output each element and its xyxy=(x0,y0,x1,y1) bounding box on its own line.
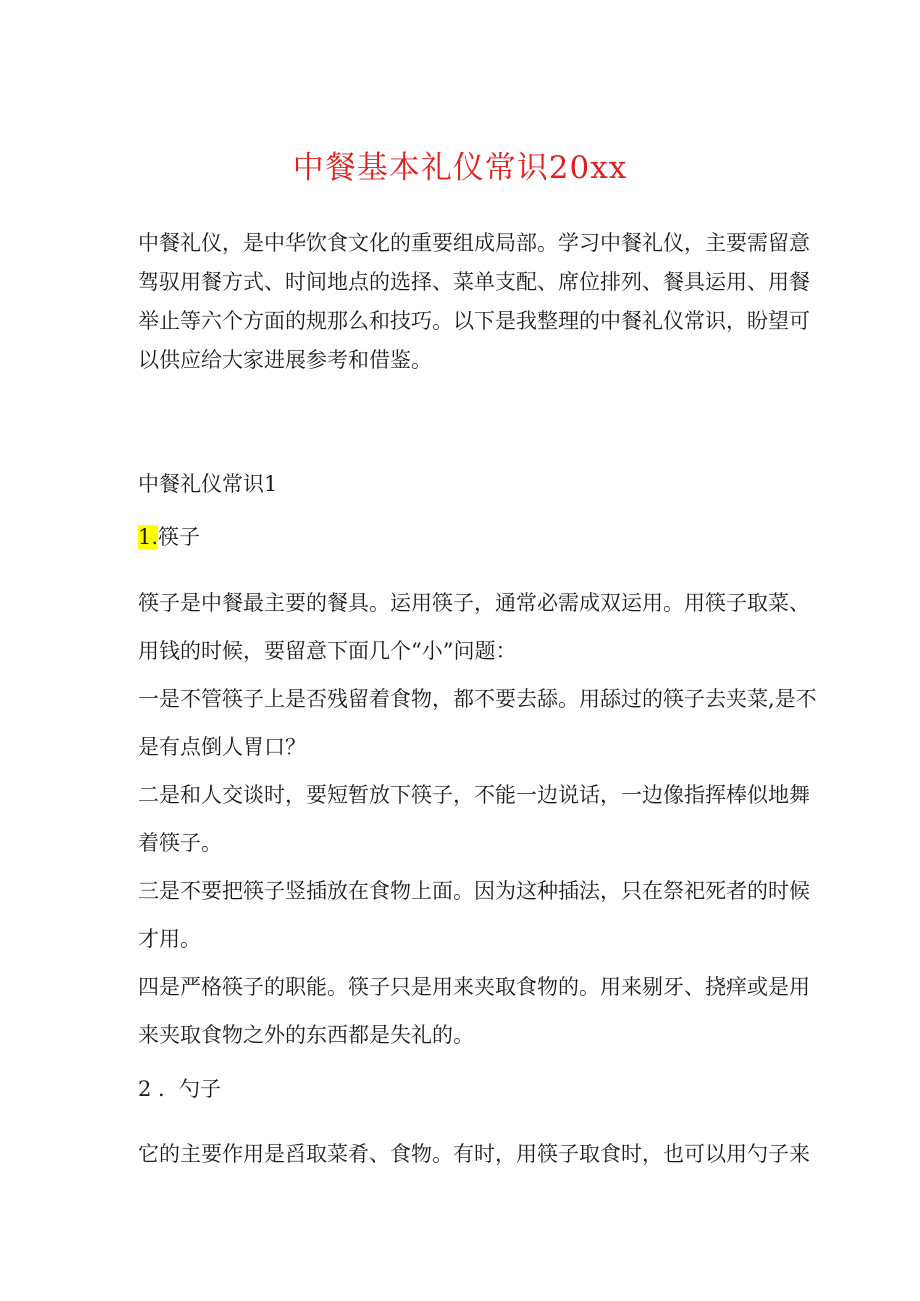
text-line: 筷子是中餐最主要的餐具。运用筷子，通常必需成双运用。用筷子取菜、 xyxy=(138,591,810,615)
intro-line: 以供应给大家进展参考和借鉴。 xyxy=(138,348,432,372)
intro-paragraph xyxy=(138,230,810,373)
text-line: 一是不管筷子上是否残留着食物，都不要去舔。用舔过的筷子去夹菜,是不 xyxy=(138,687,817,711)
text-line: 才用。 xyxy=(138,927,201,951)
intro-line: 中餐礼仪，是中华饮食文化的重要组成局部。学习中餐礼仪，主要需留意 xyxy=(138,231,810,255)
spoon-paragraph xyxy=(138,1141,810,1167)
item-label: 筷子 xyxy=(158,525,201,549)
text-line: 来夹取食物之外的东西都是失礼的。 xyxy=(138,1023,474,1047)
intro-line: 举止等六个方面的规那么和技巧。以下是我整理的中餐礼仪常识，盼望可 xyxy=(138,309,810,333)
text-line: 用钱的时候，要留意下面几个“小”问题： xyxy=(138,639,517,663)
document-title: 中餐基本礼仪常识20xx xyxy=(292,150,628,186)
text-line: 着筷子。 xyxy=(138,831,222,855)
text-line: 是有点倒人胃口？ xyxy=(138,735,306,759)
item-heading-spoon: 2 ．勺子 xyxy=(138,1077,222,1101)
text-line: 四是严格筷子的职能。筷子只是用来夹取食物的。用来剔牙、挠痒或是用 xyxy=(138,975,810,999)
intro-line: 驾驭用餐方式、时间地点的选择、菜单支配、席位排列、餐具运用、用餐 xyxy=(138,270,810,294)
text-line: 它的主要作用是舀取菜肴、食物。有时，用筷子取食时，也可以用勺子来 xyxy=(138,1142,810,1166)
chopsticks-paragraph xyxy=(138,590,817,1048)
section-heading: 中餐礼仪常识1 xyxy=(138,472,278,496)
item-heading-chopsticks xyxy=(138,524,788,550)
item-number-highlight: 1. xyxy=(138,525,159,549)
text-line: 三是不要把筷子竖插放在食物上面。因为这种插法，只在祭祀死者的时候 xyxy=(138,879,810,903)
text-line: 二是和人交谈时，要短暂放下筷子，不能一边说话，一边像指挥棒似地舞 xyxy=(138,783,810,807)
